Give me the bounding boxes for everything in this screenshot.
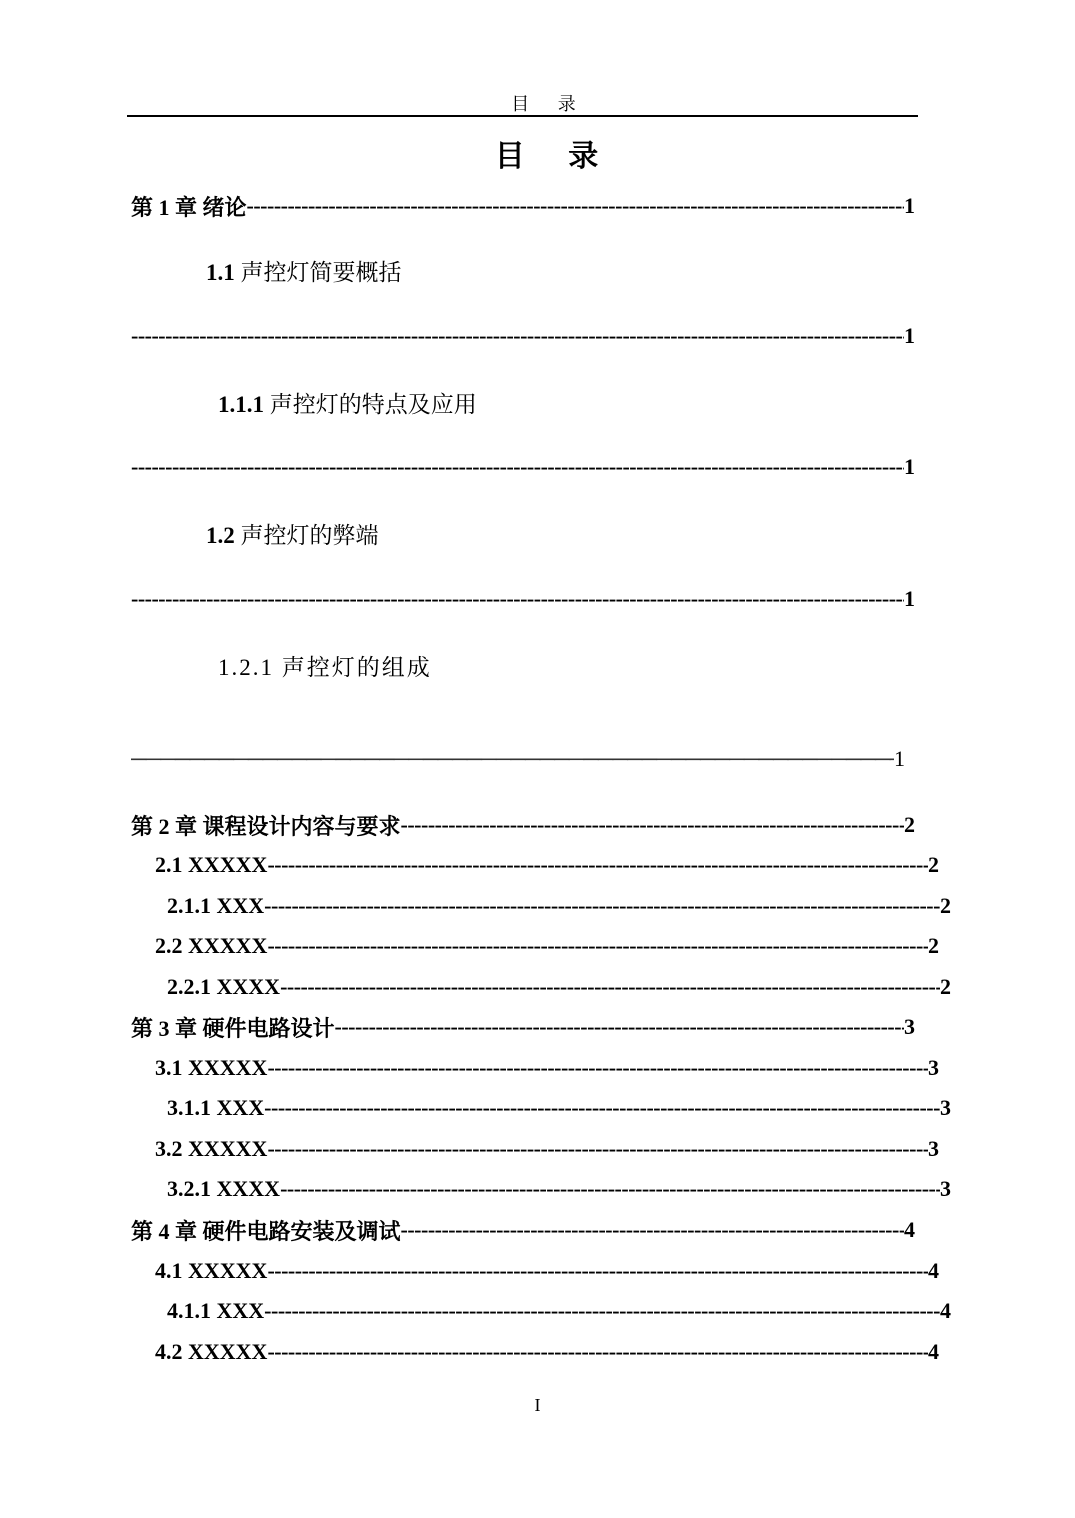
toc-page: 4 (904, 1217, 915, 1242)
toc-page: 1 (894, 746, 905, 771)
header-rule (127, 115, 918, 117)
toc-entry-3-1-1[interactable] (131, 1093, 951, 1123)
toc-leader (247, 193, 904, 219)
toc-page: 2 (940, 974, 951, 999)
toc-page: 2 (940, 893, 951, 918)
toc-text: 声控灯的特点及应用 (269, 392, 477, 417)
toc-number: 1.1.1 (218, 392, 264, 417)
toc-label: 2.2.1 XXXX (167, 974, 281, 999)
toc-leader (267, 1258, 928, 1284)
toc-label: 3.1.1 XXX (167, 1095, 265, 1120)
toc-page: 3 (928, 1055, 939, 1080)
toc-entry-4-2[interactable] (131, 1337, 939, 1367)
toc-leader (267, 852, 928, 878)
toc-entry-1-1-1-label[interactable] (218, 386, 477, 419)
toc-leader (131, 586, 904, 612)
toc-label: 第 3 章 硬件电路设计 (131, 1015, 335, 1041)
toc-entry-2-1-1[interactable] (131, 891, 951, 921)
toc-page: 2 (904, 812, 915, 837)
toc-entry-1-1-1-leader (131, 452, 915, 482)
toc-number: 1.1 (206, 260, 235, 285)
toc-leader (267, 1339, 928, 1365)
toc-text: 声控灯的组成 (281, 655, 432, 680)
toc-entry-3-1[interactable] (131, 1053, 939, 1083)
toc-leader (280, 1176, 940, 1202)
toc-text: 声控灯的弊端 (240, 523, 379, 548)
toc-page: 1 (904, 193, 915, 218)
toc-number: 1.2 (206, 523, 235, 548)
toc-entry-3-2[interactable] (131, 1134, 939, 1164)
toc-leader (401, 812, 904, 838)
toc-entry-4-1[interactable] (131, 1256, 939, 1286)
toc-leader (264, 1095, 940, 1121)
toc-page: 3 (940, 1176, 951, 1201)
toc-entry-2-1[interactable] (131, 850, 939, 880)
toc-page: 2 (928, 852, 939, 877)
toc-leader (267, 1055, 928, 1081)
toc-entry-1-2-1-label[interactable] (218, 649, 432, 682)
toc-leader (264, 1298, 940, 1324)
toc-label: 3.1 XXXXX (155, 1055, 268, 1080)
toc-page: 1 (904, 586, 915, 611)
toc-leader (131, 746, 894, 772)
toc-entry-4-1-1[interactable] (131, 1296, 951, 1326)
toc-label: 3.2 XXXXX (155, 1136, 268, 1161)
toc-label: 3.2.1 XXXX (167, 1176, 281, 1201)
toc-entry-1-2-label[interactable] (206, 517, 379, 550)
toc-label: 第 1 章 绪论 (131, 194, 247, 220)
toc-leader (267, 933, 928, 959)
toc-leader (131, 323, 904, 349)
toc-entry-2-2-1[interactable] (131, 972, 951, 1002)
toc-page: 4 (928, 1258, 939, 1283)
document-title: 目 录 (494, 140, 617, 173)
toc-page: 1 (904, 323, 915, 348)
toc-leader (335, 1014, 904, 1040)
toc-number: 1.2.1 (218, 655, 274, 680)
toc-label: 第 2 章 课程设计内容与要求 (131, 813, 401, 839)
toc-entry-1-2-1-leader (131, 744, 915, 774)
toc-label: 4.2 XXXXX (155, 1339, 268, 1364)
toc-page: 1 (904, 454, 915, 479)
toc-leader (267, 1136, 928, 1162)
toc-text: 声控灯简要概括 (240, 260, 402, 285)
toc-entry-3-2-1[interactable] (131, 1174, 951, 1204)
toc-entry-ch1[interactable] (131, 191, 915, 221)
toc-entry-ch4[interactable] (131, 1215, 915, 1245)
toc-page: 3 (928, 1136, 939, 1161)
toc-page: 2 (928, 933, 939, 958)
toc-entry-1-1-leader (131, 321, 915, 351)
toc-page: 4 (928, 1339, 939, 1364)
toc-page: 4 (940, 1298, 951, 1323)
page-number: I (534, 1395, 541, 1415)
toc-label: 2.1.1 XXX (167, 893, 265, 918)
toc-page: 3 (904, 1014, 915, 1039)
toc-entry-2-2[interactable] (131, 931, 939, 961)
toc-leader (280, 974, 940, 1000)
toc-label: 第 4 章 硬件电路安装及调试 (131, 1218, 401, 1244)
toc-entry-1-2-leader (131, 584, 915, 614)
toc-leader (131, 454, 904, 480)
toc-entry-ch2[interactable] (131, 810, 915, 840)
toc-label: 4.1 XXXXX (155, 1258, 268, 1283)
toc-entry-ch3[interactable] (131, 1012, 915, 1042)
toc-leader (264, 893, 940, 919)
running-header: 目 录 (511, 94, 588, 114)
toc-label: 2.2 XXXXX (155, 933, 268, 958)
toc-label: 4.1.1 XXX (167, 1298, 265, 1323)
toc-label: 2.1 XXXXX (155, 852, 268, 877)
toc-leader (401, 1217, 904, 1243)
toc-page: 3 (940, 1095, 951, 1120)
toc-entry-1-1-label[interactable] (206, 254, 402, 287)
